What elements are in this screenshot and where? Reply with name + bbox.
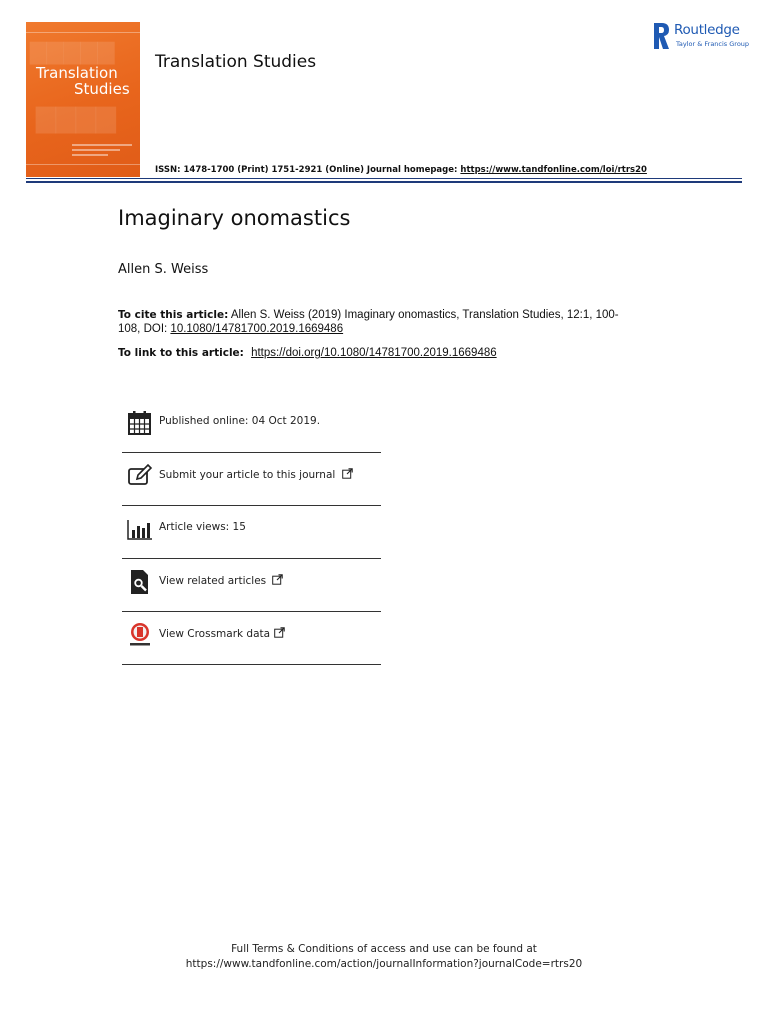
edit-icon [127, 463, 153, 489]
article-views-item [122, 506, 381, 559]
issn-text: ISSN: 1478-1700 (Print) 1751-2921 (Online) Journal homepage: [155, 165, 458, 175]
calendar-icon [127, 410, 153, 436]
submit-article-link[interactable] [159, 468, 353, 481]
cover-footer-band [26, 164, 140, 175]
related-articles-label: View related articles [159, 575, 267, 587]
author-name[interactable]: Allen S. Weiss [118, 262, 209, 277]
cite-doi-link[interactable]: 10.1080/14781700.2019.1669486 [170, 323, 344, 335]
article-info-list [122, 400, 381, 665]
routledge-r-icon [652, 22, 670, 50]
bar-chart-icon [127, 516, 153, 542]
article-title: Imaginary onomastics [118, 206, 351, 230]
journal-homepage-link[interactable]: https://www.tandfonline.com/loi/rtrs20 [460, 165, 647, 175]
publisher-logo[interactable] [652, 20, 748, 50]
citation-block [118, 308, 638, 336]
journal-title: Translation Studies [155, 52, 317, 72]
cover-title [36, 66, 130, 97]
published-online-item [122, 400, 381, 453]
article-doi-link[interactable]: https://doi.org/10.1080/14781700.2019.1669486 [251, 347, 497, 359]
crossmark-icon [127, 622, 153, 648]
related-articles-link[interactable] [159, 574, 283, 587]
article-link-block [118, 347, 497, 359]
link-label: To link to this article: [118, 347, 244, 359]
footer-line1: Full Terms & Conditions of access and use can be found at [231, 943, 537, 955]
crossmark-label: View Crossmark data [159, 628, 271, 640]
header-rule-thin [26, 178, 742, 179]
journal-cover-image [26, 22, 140, 177]
cover-top-band [26, 26, 140, 33]
search-document-icon [127, 569, 153, 595]
external-link-icon [342, 468, 353, 479]
crossmark-link[interactable] [159, 627, 285, 640]
article-views-label: Article views: 15 [159, 521, 246, 533]
footer-terms-link[interactable]: https://www.tandfonline.com/action/journalInformation?journalCode=rtrs20 [185, 958, 583, 970]
cite-label: To cite this article: [118, 309, 229, 321]
issn-line [155, 165, 647, 175]
publisher-subtitle: Taylor & Francis Group [676, 40, 750, 48]
cover-background-texture-lower: ▇▇▇▇ [36, 104, 116, 134]
submit-article-item[interactable] [122, 453, 381, 506]
cover-title-line2: Studies [74, 80, 130, 98]
cover-background-texture: ▇▇▇▇▇ [30, 40, 115, 65]
submit-article-label: Submit your article to this journal [159, 469, 336, 481]
published-online-label: Published online: 04 Oct 2019. [159, 415, 321, 427]
external-link-icon [272, 574, 283, 585]
cite-text: Allen S. Weiss (2019) Imaginary onomastics, Translation Studies, 12:1, 100-108, DOI: [118, 309, 619, 335]
cover-fine-print [72, 144, 132, 159]
crossmark-item[interactable] [122, 612, 381, 665]
header-rule-thick [26, 181, 742, 183]
publisher-name: Routledge [674, 22, 740, 38]
terms-footer [0, 942, 768, 972]
related-articles-item[interactable] [122, 559, 381, 612]
cover-title-line1: Translation [36, 64, 118, 82]
external-link-icon [274, 627, 285, 638]
